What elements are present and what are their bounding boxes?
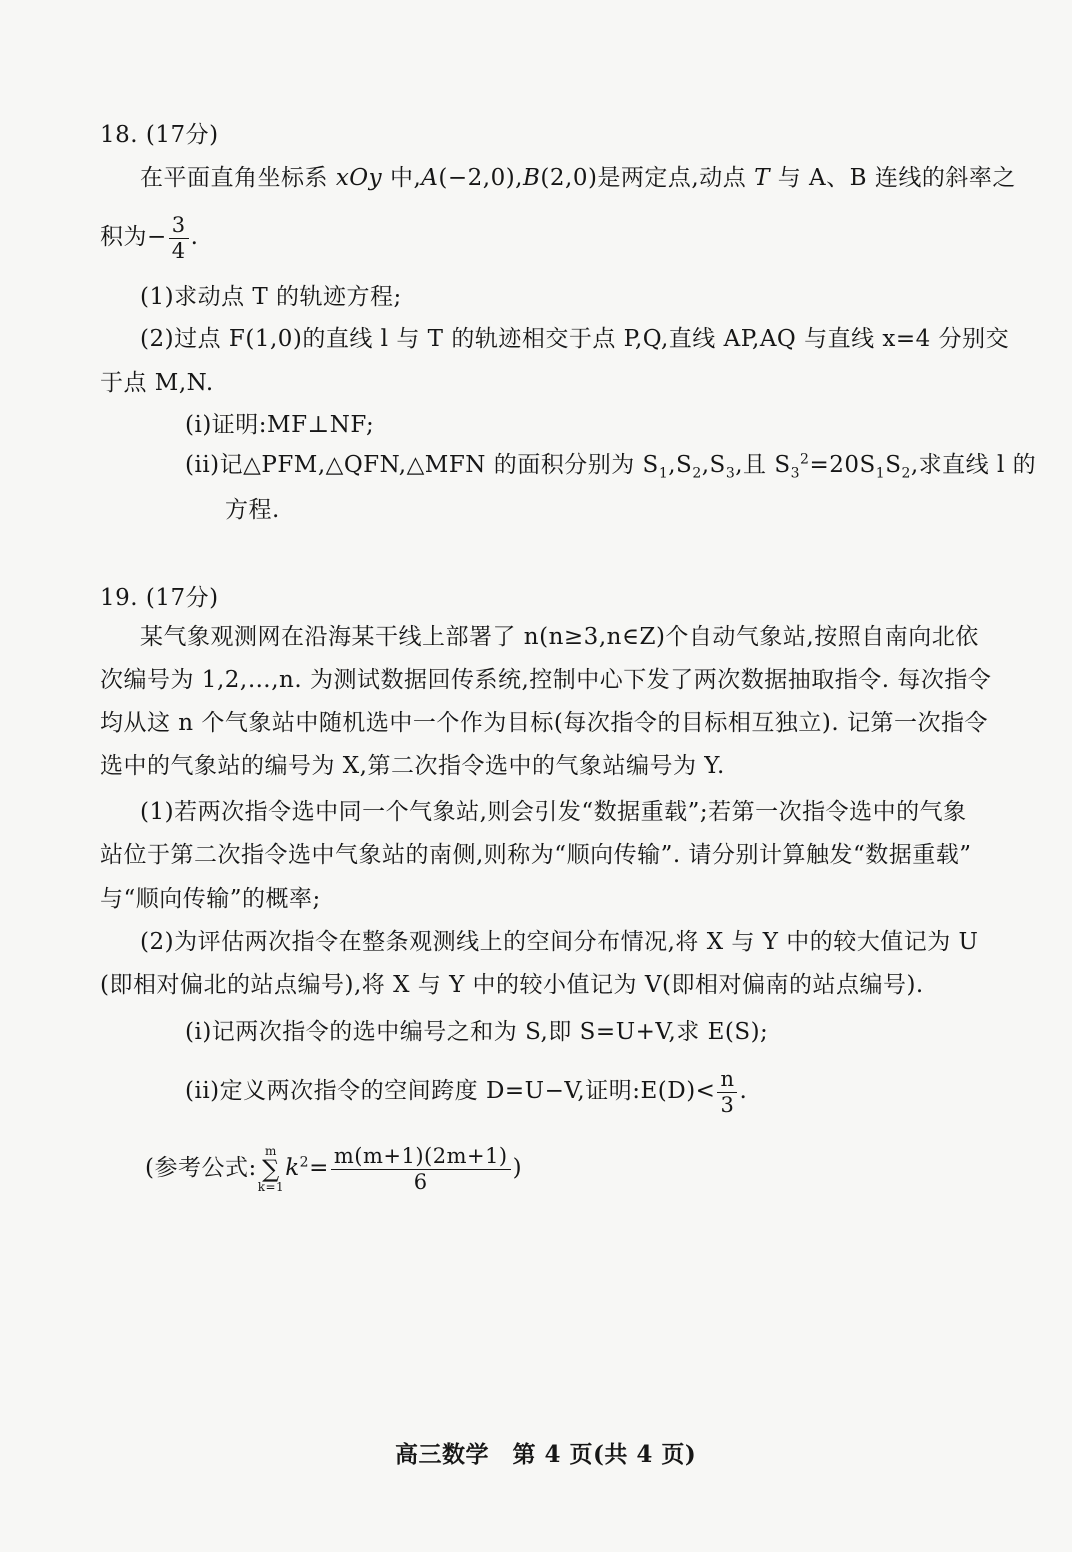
- q18-part2-ii: (ii)记△PFM,△QFN,△MFN 的面积分别为 $S_1,S_2,S_3$,且 $S_3^2=20S_1S_2$,求直线 l 的: [185, 451, 1037, 482]
- q18-part1: (1)求动点 T 的轨迹方程;: [140, 284, 402, 310]
- q18-stem-line2: 积为− $\frac{3}{4}$ .: [100, 212, 199, 263]
- q19-part2-line2: (即相对偏北的站点编号),将 X 与 Y 中的较小值记为 V(即相对偏南的站点编号).: [100, 972, 924, 998]
- q18-header: 18. (17分): [100, 122, 219, 148]
- q19-stem-line1: 某气象观测网在沿海某干线上部署了 n(n≥3,n∈Z)个自动气象站,按照自南向北依: [140, 624, 979, 650]
- q18-part2-line2: 于点 M,N.: [100, 370, 214, 396]
- q19-header: 19. (17分): [100, 585, 219, 611]
- q19-part2-line1: (2)为评估两次指令在整条观测线上的空间分布情况,将 X 与 Y 中的较大值记为 U: [140, 929, 979, 955]
- page-footer: 高三数学 第 4 页(共 4 页): [395, 1441, 697, 1468]
- fraction-n-over-3: $\frac{n}{3}$: [717, 1069, 737, 1116]
- q18-part2-ii-line2: 方程.: [225, 497, 280, 523]
- q18-stem-line1: 在平面直角坐标系 xOy 中,A(−2,0),B(2,0)是两定点,动点 T 与 A、B 连线的斜率之: [140, 165, 1016, 191]
- summation-symbol: m ∑ k=1: [257, 1144, 285, 1194]
- q19-reference-formula: (参考公式:m ∑ $k=1k^2=$ $\frac{m(m+1)(2m+1)}{6}$ ): [145, 1143, 523, 1194]
- q19-stem-line4: 选中的气象站的编号为 X,第二次指令选中的气象站编号为 Y.: [100, 753, 725, 779]
- q19-stem-line2: 次编号为 1,2,…,n. 为测试数据回传系统,控制中心下发了两次数据抽取指令. 每次指令: [100, 667, 992, 693]
- q19-part1-line1: (1)若两次指令选中同一个气象站,则会引发“数据重载”;若第一次指令选中的气象: [140, 799, 967, 825]
- q19-part2-i: (i)记两次指令的选中编号之和为 S,即 S=U+V,求 E(S);: [185, 1019, 769, 1045]
- q19-part2-ii: (ii)定义两次指令的空间跨度 D=U−V,证明:E(D)< $\frac{n}{3}$ .: [185, 1066, 748, 1117]
- q18-part2-line1: (2)过点 F(1,0)的直线 l 与 T 的轨迹相交于点 P,Q,直线 AP,AQ 与直线 x=4 分别交: [140, 326, 1010, 352]
- q19-stem-line3: 均从这 n 个气象站中随机选中一个作为目标(每次指令的目标相互独立). 记第一次指令: [100, 710, 989, 736]
- fraction-three-quarters: $\frac{3}{4}$: [169, 215, 189, 262]
- q19-part1-line2: 站位于第二次指令选中气象站的南侧,则称为“顺向传输”. 请分别计算触发“数据重载”: [100, 842, 972, 868]
- formula-fraction: $\frac{m(m+1)(2m+1)}{6}$: [331, 1146, 511, 1193]
- q18-part2-i: (i)证明:MF⊥NF;: [185, 412, 375, 438]
- q19-part1-line3: 与“顺向传输”的概率;: [100, 886, 321, 912]
